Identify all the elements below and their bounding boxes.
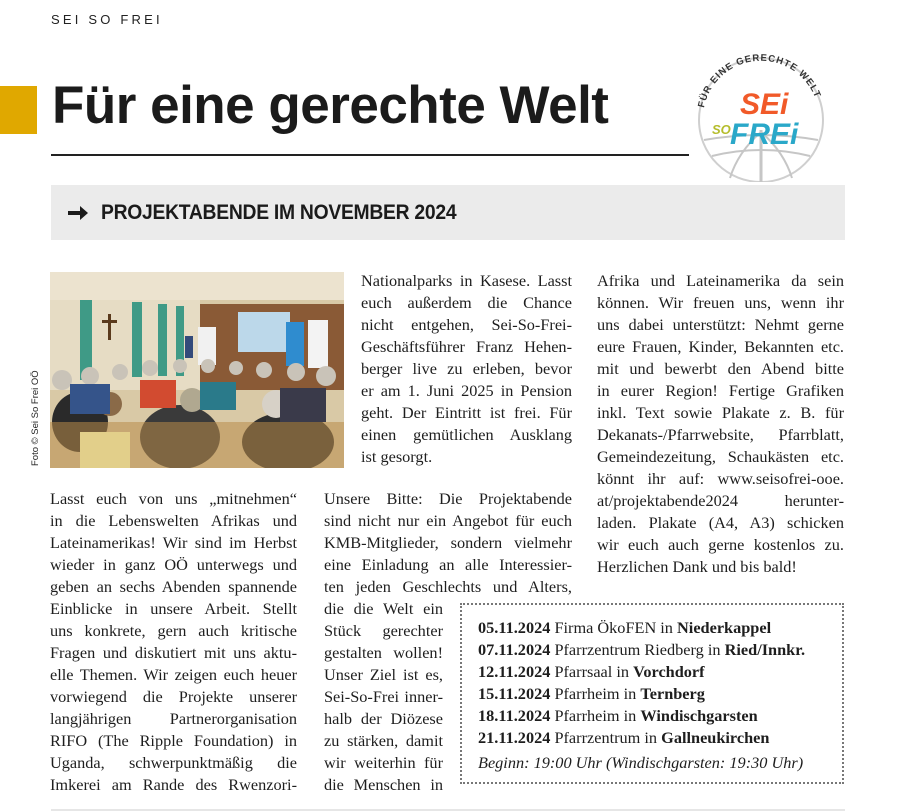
section-heading: PROJEKTABENDE IM NOVEMBER 2024: [101, 200, 457, 224]
article-column-2-top: Nationalparks in Kasese. Lasst euch außerdem die Chance nicht entgehen, Sei-So-Frei- Geschäftsführer Franz Hehen- berger live zu erleben, bevor er am 1. Juni 2025 in Pension geht. Der Eintritt ist frei. Für einen gemütlichen Ausklang ist gesorgt.: [361, 271, 572, 466]
bottom-divider: [51, 809, 845, 811]
svg-text:FÜR EINE GERECHTE WELT: FÜR EINE GERECHTE WELT: [696, 52, 823, 109]
photo-credit: Foto © Sei So Frei OÖ: [30, 370, 41, 466]
section-heading-bar: [51, 185, 845, 240]
svg-text:SEi: SEi: [740, 88, 789, 121]
schedule-row: 18.11.2024 Pfarrheim in Windischgarsten: [478, 706, 758, 725]
article-paragraph-intro: Lasst euch von uns „mitnehmen“ in die Lebenswelten Afrikas und Lateinamerikas! Wir sind im Herbst wieder in ganz OÖ unterwegs und geben an sechs Abenden spannende Einblicke in unsere Arbeit. Stellt uns konkrete, gern auch kritische Fragen und diskutiert mit uns aktu- elle Themen. Wir zeigen euch heuer vorwiegend die Projekte unserer langjährigen Partnerorganisation RIFO (The Ripple Foundation) in Uganda, schwerpunktmäßig die Imkerei am Rande des Rwenzori-: [50, 489, 297, 794]
schedule-row: 05.11.2024 Firma ÖkoFEN in Niederkappel: [478, 618, 772, 637]
article-column-3: Afrika und Lateinamerika da sein können. Wir freuen uns, wenn ihr uns dabei unterstützt: Nehmt gerne eure Frauen, Kinder, Bekannten etc. mit und bewerbt den Abend bitte in eurer Region! Fertige Grafiken inkl. Text sowie Plakate z. B. für Dekanats-/Pfarrwebsite, Pfarrblatt, Gemeindezeitung, Schaukästen etc. könnt ihr auf: www.seisofrei-ooe. at/projektabende2024 herunter- laden. Plakate (A4, A3) schicken wir euch auch gerne kostenlos zu. Herzlichen Dank und bis bald!: [597, 271, 844, 576]
svg-text:FREi: FREi: [730, 118, 799, 151]
schedule-row: 15.11.2024 Pfarrheim in Ternberg: [478, 684, 705, 703]
sei-so-frei-logo: [690, 52, 832, 182]
schedule-row: 21.11.2024 Pfarrzentrum in Gallneukirchen: [478, 728, 770, 747]
event-schedule-box: [460, 603, 844, 784]
schedule-row: 07.11.2024 Pfarrzentrum Riedberg in Ried/Innkr.: [478, 640, 806, 659]
svg-text:SO: SO: [712, 122, 731, 137]
accent-block: [0, 86, 37, 134]
article-column-2-bottom: Unsere Bitte: Die Projektabende sind nicht nur ein Angebot für euch KMB-Mitglieder, sondern vielmehr eine Einladung an alle Interessier- ten jeden Geschlechts und Alters,: [324, 489, 572, 596]
article-column-2-narrow: die die Welt ein Stück gerechter gestalten wollen! Unser Ziel ist es, Sei-So-Frei inner- halb der Diözese zu stärken, damit wir weiterhin für die Menschen in: [324, 599, 443, 794]
title-divider: [51, 154, 689, 156]
page-title: Für eine gerechte Welt: [52, 76, 609, 135]
event-photo: [50, 272, 344, 468]
schedule-start-time-note: Beginn: 19:00 Uhr (Windischgarsten: 19:30 Uhr): [478, 753, 804, 772]
schedule-row: 12.11.2024 Pfarrsaal in Vorchdorf: [478, 662, 705, 681]
arrow-right-icon: [67, 202, 89, 224]
article-column-1: [50, 488, 297, 796]
section-kicker: SEI SO FREI: [51, 12, 163, 27]
globe-logo-icon: [690, 52, 832, 182]
